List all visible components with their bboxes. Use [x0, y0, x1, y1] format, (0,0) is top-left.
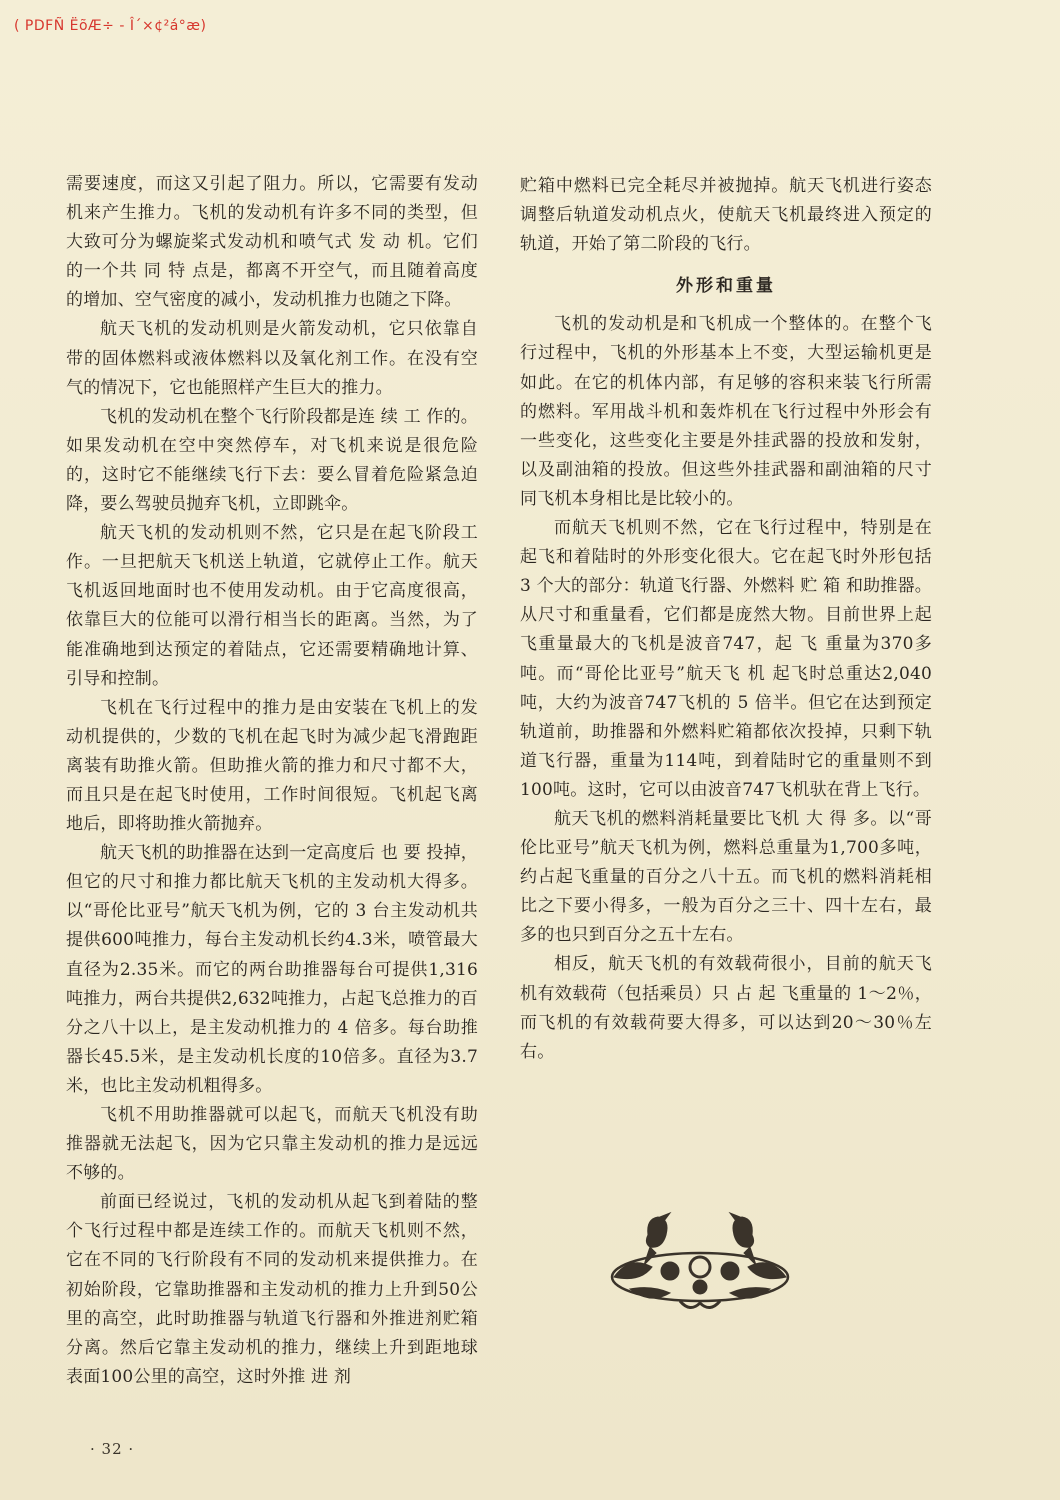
watermark: ( PDFÑ ËõÆ÷ - Î´×¢²á°æ): [14, 18, 207, 34]
paragraph: 航天飞机的助推器在达到一定高度后 也 要 投掉，但它的尺寸和推力都比航天飞机的主发动机大得多。以“哥伦比亚号”航天飞机为例，它的 3 台主发动机共提供600吨推力，每台主发动机长约4.3米，喷管最大直径为2.35米。而它的两台助推器每台可提供1,316吨推力，两台共提供2,632吨推力，占起飞总推力的百分之八十以上，是主发动机推力的 4 倍多。每台助推器长45.5米，是主发动机长度的10倍多。直径为3.7米，也比主发动机粗得多。: [66, 843, 479, 1096]
paragraph: 飞机的发动机在整个飞行阶段都是连 续 工 作的。如果发动机在空中突然停车，对飞机来说是很危险的，这时它不能继续飞行下去：要么冒着危险紧急迫降，要么驾驶员抛弃飞机，立即跳伞。: [66, 406, 479, 515]
section-title: 外形和重量: [676, 276, 776, 297]
paragraph: 相反，航天飞机的有效载荷很小，目前的航天飞机有效载荷（包括乘员）只 占 起 飞重量的 1～2％，而飞机的有效载荷要大得多，可以达到20～30％左右。: [520, 954, 932, 1062]
paragraph: 飞机的发动机是和飞机成一个整体的。在整个飞行过程中，飞机的外形基本上不变，大型运输机更是如此。在它的机体内部，有足够的容积来装飞行所需的燃料。军用战斗机和轰炸机在飞行过程中外形会有一些变化，这些变化主要是外挂武器的投放和发射，以及副油箱的投放。但这些外挂武器和副油箱的尺寸同飞机本身相比是比较小的。: [520, 314, 932, 509]
paragraph: 航天飞机的发动机则是火箭发动机，它只依靠自带的固体燃料或液体燃料以及氧化剂工作。在没有空气的情况下，它也能照样产生巨大的推力。: [66, 319, 478, 398]
paragraph: 飞机在飞行过程中的推力是由安装在飞机上的发动机提供的，少数的飞机在起飞时为减少起飞滑跑距离装有助推火箭。但助推火箭的推力和尺寸都不大，而且只是在起飞时使用，工作时间很短。飞机起飞离地后，即将助推火箭抛弃。: [66, 697, 478, 835]
paragraph: 而航天飞机则不然，它在飞行过程中，特别是在起飞和着陆时的外形变化很大。它在起飞时外形包括 3 个大的部分：轨道飞行器、外燃料 贮 箱 和助推器。从尺寸和重量看，它们都是庞然大物。目前世界上起飞重量最大的飞机是波音747，起 飞 重量为370多吨。而“哥伦比亚号”航天飞 机 起飞时总重达2,040吨，大约为波音747飞机的 5 倍半。但它在达到预定轨道前，助推器和外燃料贮箱都依次投掉，只剩下轨道飞行器，重量为114吨，到着陆时它的重量则不到100吨。这时，它可以由波音747飞机驮在背上飞行。: [520, 518, 932, 800]
page-number: · 32 ·: [90, 1440, 135, 1458]
paragraph: 航天飞机的燃料消耗量要比飞机 大 得 多。以“哥伦比亚号”航天飞机为例，燃料总重量为1,700多吨，约占起飞重量的百分之八十五。而飞机的燃料消耗相比之下要小得多，一般为百分之三十、四十左右，最多的也只到百分之五十左右。: [520, 808, 932, 946]
paragraph: 航天飞机的发动机则不然，它只是在起飞阶段工作。一旦把航天飞机送上轨道，它就停止工作。航天飞机返回地面时也不使用发动机。由于它高度很高，依靠巨大的位能可以滑行相当长的距离。当然，为了能准确地到达预定的着陆点，它还需要精确地计算、引导和控制。: [66, 523, 478, 689]
paragraph: 需要速度，而这又引起了阻力。所以，它需要有发动机来产生推力。飞机的发动机有许多不同的类型，但大致可分为螺旋桨式发动机和喷气式 发 动 机。它们的一个共 同 特 点是，都离不开空气，而且随着高度的增加、空气密度的减小，发动机推力也随之下降。: [66, 174, 478, 311]
paragraph: 飞机不用助推器就可以起飞，而航天飞机没有助推器就无法起飞，因为它只靠主发动机的推力是远远不够的。: [66, 1105, 478, 1184]
birds-ornament-icon: [600, 1205, 800, 1315]
left-column: [66, 170, 478, 1392]
right-column: [520, 172, 932, 1067]
paragraph: 贮箱中燃料已完全耗尽并被抛掉。航天飞机进行姿态调整后轨道发动机点火，使航天飞机最终进入预定的轨道，开始了第二阶段的飞行。: [520, 176, 932, 255]
paragraph: 前面已经说过，飞机的发动机从起飞到着陆的整个飞行过程中都是连续工作的。而航天飞机则不然，它在不同的飞行阶段有不同的发动机来提供推力。在初始阶段，它靠助推器和主发动机的推力上升到50公里的高空，此时助推器与轨道飞行器和外推进剂贮箱分离。然后它靠主发动机的推力，继续上升到距地球表面100公里的高空，这时外推 进 剂: [66, 1192, 478, 1387]
